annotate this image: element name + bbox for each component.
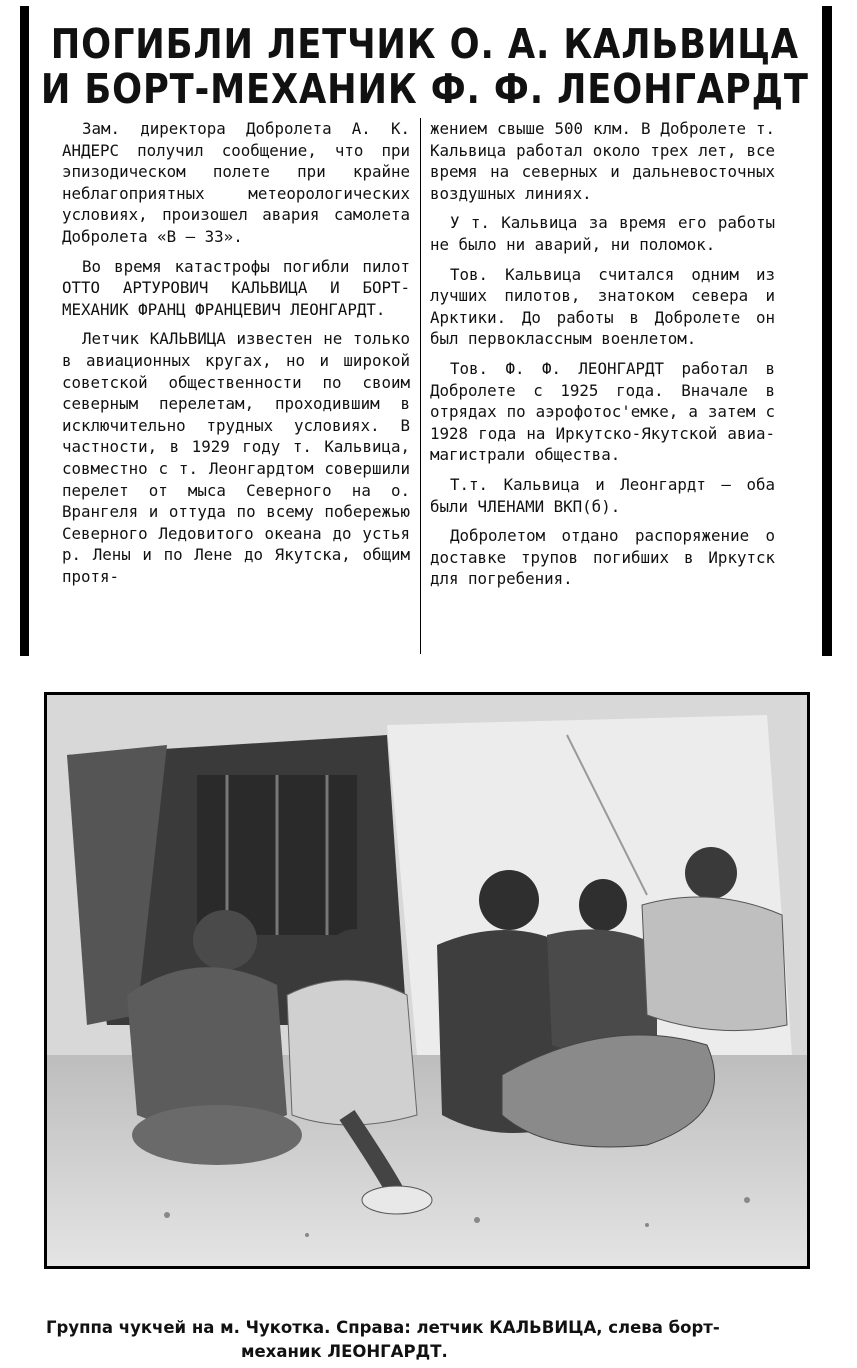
headline: [40, 22, 810, 112]
article-column-left: [62, 118, 410, 595]
photograph-image: [47, 695, 807, 1266]
headline-line-2: И БОРТ-МЕХАНИК Ф. Ф. ЛЕОНГАРДТ: [40, 65, 809, 113]
caption-line-2: механик ЛЕОНГАРДТ.: [241, 1342, 448, 1361]
article-column-right: [430, 118, 775, 598]
article-paragraph: Добролетом отдано распоряжение о доставке трупов погибших в Иркутск для погребения.: [430, 526, 775, 589]
article-paragraph: Тов. Кальвица считался одним из лучших пилотов, знатоком севера и Арктики. До работы в Добролете он был первоклассным военлетом.: [430, 264, 775, 349]
photo-caption: [46, 1316, 851, 1364]
right-border-rule: [822, 6, 832, 656]
column-divider: [420, 118, 421, 654]
group-photograph: [44, 692, 810, 1269]
caption-line-1: Группа чукчей на м. Чукотка. Справа: летчик КАЛЬВИЦА, слева борт-: [46, 1318, 720, 1337]
headline-line-1: ПОГИБЛИ ЛЕТЧИК О. А. КАЛЬВИЦА: [50, 20, 799, 68]
article-paragraph: Тов. Ф. Ф. ЛЕОНГАРДТ работал в Добролете с 1925 года. Вначале в отрядах по аэрофотос'емке, а затем с 1928 года на Иркутско-Якутской авиа-магистрали общества.: [430, 358, 775, 465]
article-paragraph: У т. Кальвица за время его работы не было ни аварий, ни поломок.: [430, 213, 775, 254]
article-paragraph: Во время катастрофы погибли пилот ОТТО АРТУРОВИЧ КАЛЬВИЦА И БОРТ-МЕХАНИК ФРАНЦ ФРАНЦЕВИЧ ЛЕОНГАРДТ.: [62, 256, 410, 319]
article-paragraph: Зам. директора Добролета А. К. АНДЕРС получил сообщение, что при эпизодическом полете при крайне неблагоприятных метеорологических условиях, произошел авария самолета Добролета «В — 33».: [62, 119, 410, 246]
article-paragraph: Т.т. Кальвица и Леонгардт — оба были ЧЛЕНАМИ ВКП(б).: [430, 474, 775, 516]
article-paragraph: Летчик КАЛЬВИЦА известен не только в авиационных кругах, но и широкой советской общественности по своим северным перелетам, проходившим в исключительно трудных условиях. В частности, в 1929 году т. Кальвица, совместно с т. Леонгардтом совершили перелет от мыса Северного на о. Врангеля и оттуда по всему побережью Северного Ледовитого океана до устья р. Лены и по Лене до Якутска, общим протя-: [62, 329, 410, 586]
left-border-rule: [20, 6, 29, 656]
article-paragraph: жением свыше 500 клм. В Добролете т. Кальвица работал около трех лет, все время на северных и дальневосточных воздушных линиях.: [430, 119, 775, 203]
